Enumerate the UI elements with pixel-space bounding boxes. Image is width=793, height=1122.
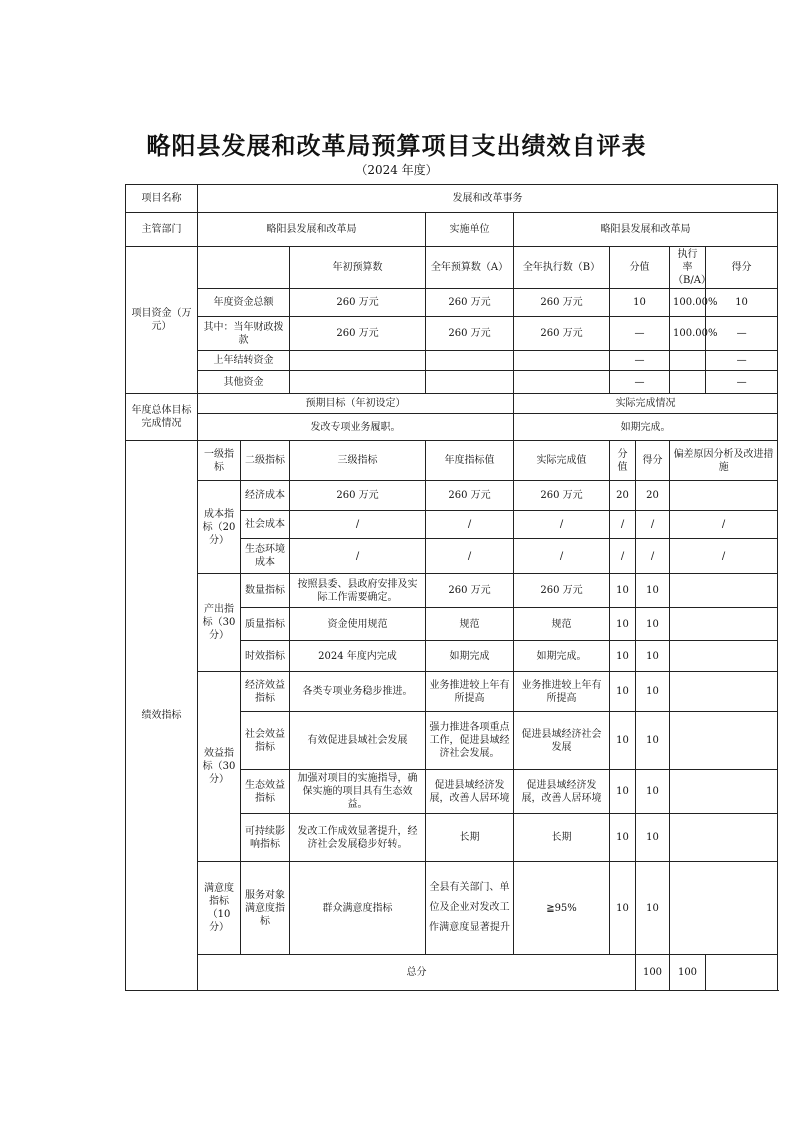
- goals-actual-value: 如期完成。: [514, 414, 778, 441]
- perf-target: 260 万元: [426, 481, 514, 511]
- funds-header-initial: 年初预算数: [290, 247, 426, 289]
- implementer-label: 实施单位: [426, 213, 514, 247]
- goals-value-row: [126, 414, 778, 441]
- funds-cell: [290, 351, 426, 371]
- perf-l3: 加强对项目的实施指导，确保实施的项目具有生态效益。: [290, 770, 426, 814]
- perf-score-value: 10: [610, 672, 636, 712]
- funds-cell: 100.00%: [670, 289, 706, 317]
- perf-target: 长期: [426, 814, 514, 862]
- perf-deviation: [670, 862, 778, 955]
- perf-l3: 260 万元: [290, 481, 426, 511]
- perf-score-value: 10: [610, 712, 636, 770]
- perf-l2: 时效指标: [241, 641, 290, 672]
- perf-deviation: [670, 814, 778, 862]
- perf-l2: 服务对象满意度指标: [241, 862, 290, 955]
- perf-l2: 可持续影响指标: [241, 814, 290, 862]
- perf-score: 10: [636, 770, 670, 814]
- perf-actual: 规范: [514, 608, 610, 641]
- goals-expected-value: 发改专项业务履职。: [198, 414, 514, 441]
- funds-cell: 260 万元: [290, 289, 426, 317]
- perf-deviation: [670, 712, 778, 770]
- perf-l2: 社会成本: [241, 511, 290, 539]
- perf-score-value: 20: [610, 481, 636, 511]
- funds-cell: 100.00%: [670, 317, 706, 351]
- funds-cell: 260 万元: [514, 289, 610, 317]
- perf-deviation: /: [670, 511, 778, 539]
- perf-deviation: [670, 641, 778, 672]
- perf-actual: 260 万元: [514, 481, 610, 511]
- goals-header-row: [126, 394, 778, 414]
- perf-row: [126, 574, 778, 608]
- funds-row: [126, 351, 778, 371]
- perf-header-l2: 二级指标: [241, 441, 290, 481]
- perf-l3: 按照县委、县政府安排及实际工作需要确定。: [290, 574, 426, 608]
- perf-actual: 促进县域经济社会发展: [514, 712, 610, 770]
- funds-row: [126, 317, 778, 351]
- perf-score-value: /: [610, 511, 636, 539]
- perf-deviation: [670, 481, 778, 511]
- perf-l2: 经济成本: [241, 481, 290, 511]
- funds-cell: [514, 351, 610, 371]
- total-label: 总分: [198, 955, 636, 991]
- funds-cell: 260 万元: [290, 317, 426, 351]
- perf-score-value: 10: [610, 574, 636, 608]
- perf-header-l1: 一级指标: [198, 441, 241, 481]
- perf-score: /: [636, 511, 670, 539]
- funds-header-annual: 全年预算数（A）: [426, 247, 514, 289]
- perf-row: [126, 672, 778, 712]
- funds-cell: 260 万元: [426, 317, 514, 351]
- perf-header-target: 年度指标值: [426, 441, 514, 481]
- funds-cell: [290, 371, 426, 394]
- perf-score-value: /: [610, 539, 636, 574]
- perf-score: 10: [636, 672, 670, 712]
- department-row: [126, 213, 778, 247]
- funds-row: [126, 371, 778, 394]
- perf-score-value: 10: [610, 641, 636, 672]
- funds-cell: [426, 351, 514, 371]
- funds-cell: —: [610, 371, 670, 394]
- funds-cell: —: [610, 317, 670, 351]
- perf-label: 绩效指标: [126, 441, 198, 991]
- perf-row: [126, 481, 778, 511]
- perf-deviation: [670, 672, 778, 712]
- perf-score: 10: [636, 574, 670, 608]
- perf-score: 10: [636, 641, 670, 672]
- perf-score-value: 10: [610, 608, 636, 641]
- perf-header-deviation: 偏差原因分析及改进措施: [670, 441, 778, 481]
- funds-header-blank: [198, 247, 290, 289]
- perf-l3: /: [290, 539, 426, 574]
- department-value: 略阳县发展和改革局: [198, 213, 426, 247]
- perf-l3: 资金使用规范: [290, 608, 426, 641]
- perf-deviation: [670, 770, 778, 814]
- implementer-value: 略阳县发展和改革局: [514, 213, 778, 247]
- perf-target: 业务推进较上年有所提高: [426, 672, 514, 712]
- goals-expected-label: 预期目标（年初设定）: [198, 394, 514, 414]
- perf-l2: 生态环境成本: [241, 539, 290, 574]
- perf-score-value: 10: [610, 770, 636, 814]
- funds-cell: 260 万元: [514, 317, 610, 351]
- perf-score: 10: [636, 814, 670, 862]
- perf-target: /: [426, 539, 514, 574]
- perf-target: /: [426, 511, 514, 539]
- perf-actual: /: [514, 511, 610, 539]
- total-row: [126, 955, 778, 991]
- funds-cell: [670, 351, 706, 371]
- funds-cell: 10: [706, 289, 778, 317]
- perf-target: 260 万元: [426, 574, 514, 608]
- funds-header-executed: 全年执行数（B）: [514, 247, 610, 289]
- perf-score: 20: [636, 481, 670, 511]
- funds-header-row: [126, 247, 778, 289]
- perf-target: 全县有关部门、单位及企业对发改工作满意度显著提升: [426, 862, 514, 955]
- funds-row-label: 其他资金: [198, 371, 290, 394]
- funds-cell: —: [610, 351, 670, 371]
- funds-row-label: 年度资金总额: [198, 289, 290, 317]
- perf-l3: /: [290, 511, 426, 539]
- goals-actual-label: 实际完成情况: [514, 394, 778, 414]
- total-score: 100: [670, 955, 706, 991]
- perf-l3: 发改工作成效显著提升，经济社会发展稳步好转。: [290, 814, 426, 862]
- perf-actual: 260 万元: [514, 574, 610, 608]
- perf-l2: 社会效益指标: [241, 712, 290, 770]
- perf-actual: /: [514, 539, 610, 574]
- performance-table: [125, 184, 778, 991]
- project-name-value: 发展和改革事务: [198, 185, 778, 213]
- perf-actual: 长期: [514, 814, 610, 862]
- total-deviation: [706, 955, 778, 991]
- project-name-label: 项目名称: [126, 185, 198, 213]
- project-name-row: [126, 185, 778, 213]
- perf-header-score-value: 分值: [610, 441, 636, 481]
- funds-cell: 10: [610, 289, 670, 317]
- perf-actual: 如期完成。: [514, 641, 610, 672]
- cost-label: 成本指标（20分）: [198, 481, 241, 574]
- perf-target: 规范: [426, 608, 514, 641]
- perf-score: /: [636, 539, 670, 574]
- perf-row: [126, 862, 778, 955]
- perf-header-actual: 实际完成值: [514, 441, 610, 481]
- perf-l3: 2024 年度内完成: [290, 641, 426, 672]
- perf-header-l3: 三级指标: [290, 441, 426, 481]
- satisfaction-label: 满意度指标（10分）: [198, 862, 241, 955]
- page-title: 略阳县发展和改革局预算项目支出绩效自评表: [146, 131, 647, 160]
- funds-row-label: 上年结转资金: [198, 351, 290, 371]
- funds-cell: [514, 371, 610, 394]
- perf-deviation: [670, 608, 778, 641]
- year-subtitle: （2024 年度）: [355, 163, 438, 177]
- perf-score: 10: [636, 712, 670, 770]
- department-label: 主管部门: [126, 213, 198, 247]
- funds-header-score: 得分: [706, 247, 778, 289]
- perf-target: 强力推进各项重点工作，促进县域经济社会发展。: [426, 712, 514, 770]
- perf-actual: 业务推进较上年有所提高: [514, 672, 610, 712]
- funds-cell: [670, 371, 706, 394]
- perf-score: 10: [636, 862, 670, 955]
- perf-l2: 生态效益指标: [241, 770, 290, 814]
- perf-header-row: [126, 441, 778, 481]
- funds-header-score-value: 分值: [610, 247, 670, 289]
- perf-actual: ≧95%: [514, 862, 610, 955]
- perf-l2: 质量指标: [241, 608, 290, 641]
- perf-score-value: 10: [610, 862, 636, 955]
- funds-cell: —: [706, 317, 778, 351]
- perf-l3: 有效促进县域社会发展: [290, 712, 426, 770]
- funds-cell: —: [706, 371, 778, 394]
- funds-cell: 260 万元: [426, 289, 514, 317]
- perf-l3: 群众满意度指标: [290, 862, 426, 955]
- perf-l2: 数量指标: [241, 574, 290, 608]
- output-label: 产出指标（30分）: [198, 574, 241, 672]
- funds-row: [126, 289, 778, 317]
- perf-l3: 各类专项业务稳步推进。: [290, 672, 426, 712]
- funds-cell: —: [706, 351, 778, 371]
- funds-cell: [426, 371, 514, 394]
- funds-label: 项目资金（万元）: [126, 247, 198, 394]
- perf-actual: 促进县域经济发展，改善人居环境: [514, 770, 610, 814]
- perf-deviation: [670, 574, 778, 608]
- perf-l2: 经济效益指标: [241, 672, 290, 712]
- funds-header-rate: 执行率（B/A）: [670, 247, 706, 289]
- perf-score: 10: [636, 608, 670, 641]
- goals-label: 年度总体目标完成情况: [126, 394, 198, 441]
- benefit-label: 效益指标（30分）: [198, 672, 241, 862]
- perf-header-score: 得分: [636, 441, 670, 481]
- total-score-value: 100: [636, 955, 670, 991]
- perf-target: 促进县域经济发展，改善人居环境: [426, 770, 514, 814]
- perf-target: 如期完成: [426, 641, 514, 672]
- perf-score-value: 10: [610, 814, 636, 862]
- perf-deviation: /: [670, 539, 778, 574]
- funds-row-label: 其中：当年财政拨款: [198, 317, 290, 351]
